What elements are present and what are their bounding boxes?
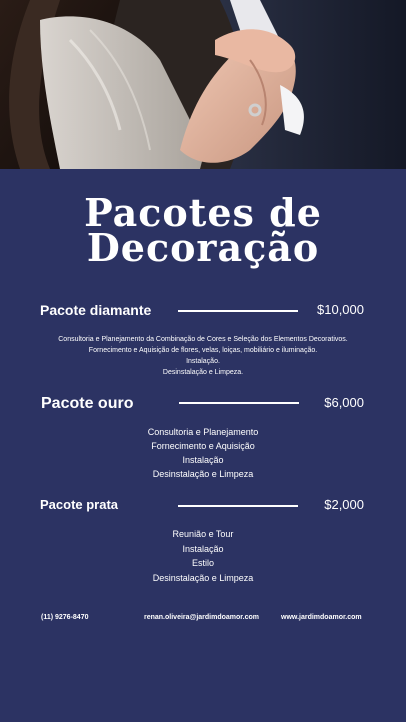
footer-email: renan.oliveira@jardimdoamor.com (144, 614, 259, 621)
package-name: Pacote ouro (41, 395, 134, 412)
package-price: $10,000 (317, 302, 364, 317)
list-item: Desinstalação e Limpeza. (162, 369, 244, 376)
list-item: Desinstalação e Limpeza (152, 572, 254, 583)
list-item: Fornecimento e Aquisição de flores, velas, loiças, mobiliário e iluminação. (88, 347, 318, 354)
list-item: Consultoria e Planejamento (147, 427, 259, 437)
package-items (0, 527, 406, 585)
package-name: Pacote prata (40, 497, 119, 512)
package-price: $2,000 (324, 497, 364, 512)
divider-line (178, 505, 298, 507)
list-item: Reunião e Tour (172, 529, 234, 539)
footer-website: www.jardimdoamor.com (281, 614, 362, 621)
list-item: Fornecimento e Aquisição (151, 441, 255, 451)
list-item: Instalação (182, 455, 224, 465)
divider-line (179, 402, 299, 404)
list-item: Consultoria e Planejamento da Combinação de Cores e Seleção dos Elementos Decorativos. (58, 336, 348, 343)
package-items (0, 334, 406, 378)
footer-phone: (11) 9276-8470 (41, 614, 89, 621)
package-price: $6,000 (324, 395, 364, 410)
package-items (0, 425, 406, 481)
page-title-line2: Decoração (86, 225, 320, 270)
list-item: Instalação. (186, 358, 220, 365)
package-name: Pacote diamante (40, 302, 152, 318)
list-item: Estilo (191, 558, 214, 568)
couple-hands-image (0, 0, 406, 169)
list-item: Desinstalação e Limpeza (152, 469, 254, 479)
hero-photo (0, 0, 406, 169)
divider-line (178, 310, 298, 312)
page-title-line1: Pacotes de (84, 190, 322, 235)
list-item: Instalação (182, 543, 224, 554)
